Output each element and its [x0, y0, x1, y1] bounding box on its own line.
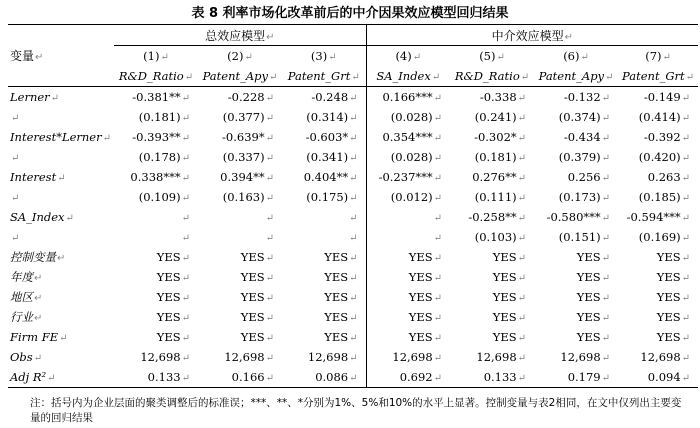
- paragraph-mark: ↵: [601, 353, 611, 364]
- group-total-effect: 总效应模型↵: [114, 25, 366, 46]
- table-cell: YES↵: [366, 287, 450, 307]
- paragraph-mark: ↵: [328, 52, 337, 63]
- paragraph-mark: ↵: [265, 253, 274, 264]
- paragraph-mark: ↵: [265, 353, 274, 364]
- table-cell: 0.166↵: [198, 367, 282, 388]
- row-label: 地区↵: [10, 290, 43, 304]
- table-cell: 0.354***↵: [366, 127, 450, 147]
- paragraph-mark: ↵: [349, 313, 358, 324]
- paragraph-mark: ↵: [681, 193, 691, 204]
- col-name: SA_Index↵: [366, 66, 450, 87]
- paragraph-mark: ↵: [517, 253, 527, 264]
- paragraph-mark: ↵: [433, 213, 443, 224]
- paragraph-mark: ↵: [349, 373, 358, 384]
- table-cell: YES↵: [366, 327, 450, 347]
- paragraph-mark: ↵: [181, 173, 190, 184]
- table-cell: 0.086↵: [282, 367, 366, 388]
- paragraph-mark: ↵: [349, 233, 358, 244]
- table-cell: YES↵: [656, 330, 691, 344]
- paragraph-mark: ↵: [517, 93, 527, 104]
- paragraph-mark: ↵: [517, 313, 527, 324]
- paragraph-mark: ↵: [431, 72, 441, 83]
- table-cell: 0.404**↵: [303, 170, 358, 184]
- paragraph-mark: ↵: [681, 353, 691, 364]
- paragraph-mark: ↵: [349, 113, 358, 124]
- table-cell: (0.028)↵: [366, 147, 450, 167]
- paragraph-mark: ↵: [681, 293, 691, 304]
- table-cell: (0.414)↵: [638, 110, 691, 124]
- table-cell: -0.392↵: [643, 130, 691, 144]
- table-cell: 0.256↵: [567, 170, 611, 184]
- paragraph-mark: ↵: [349, 213, 358, 224]
- row-label: Obs↵: [10, 350, 43, 364]
- paragraph-mark: ↵: [433, 173, 443, 184]
- paragraph-mark: ↵: [601, 173, 611, 184]
- paragraph-mark: ↵: [517, 233, 527, 244]
- paragraph-mark: ↵: [681, 313, 691, 324]
- paragraph-mark: ↵: [681, 233, 691, 244]
- table-cell: 0.094↵: [618, 367, 698, 388]
- row-label: [8, 227, 114, 247]
- paragraph-mark: ↵: [433, 113, 443, 124]
- table-cell: 12,698↵: [140, 350, 190, 364]
- paragraph-mark: ↵: [349, 253, 358, 264]
- table-cell: -0.228↵: [227, 90, 274, 104]
- paragraph-mark: ↵: [265, 273, 274, 284]
- table-cell: YES↵: [576, 330, 611, 344]
- group-mediation-effect: 中介效应模型↵: [366, 25, 698, 46]
- table-cell: -0.393**↵: [132, 130, 190, 144]
- table-cell: -0.237***↵: [366, 167, 450, 187]
- paragraph-mark: ↵: [181, 93, 190, 104]
- paragraph-mark: ↵: [181, 293, 190, 304]
- row-label: [8, 107, 114, 127]
- paragraph-mark: ↵: [433, 333, 443, 344]
- table-row: [8, 227, 698, 247]
- table-cell: YES↵: [156, 310, 190, 324]
- paragraph-mark: ↵: [181, 113, 190, 124]
- table-cell: (0.012)↵: [366, 187, 450, 207]
- paragraph-mark: ↵: [181, 233, 190, 244]
- table-cell: [114, 227, 198, 247]
- col-name: Patent_Grt↵: [282, 66, 366, 87]
- paragraph-mark: ↵: [681, 333, 691, 344]
- table-note: 注：括号内为企业层面的聚类调整后的标准误；***、**、*分别为1%、5%和10%的水平上显著。控制变量与表2相同，在文中仅列出主要变量的回归结果: [30, 397, 682, 424]
- col-name: Patent_Apy↵: [534, 66, 618, 87]
- table-cell: YES↵: [656, 270, 691, 284]
- paragraph-mark: ↵: [685, 72, 695, 83]
- table-row: [8, 267, 698, 287]
- var-header: 变量↵: [8, 25, 114, 87]
- table-cell: (0.175)↵: [306, 190, 358, 204]
- paragraph-mark: ↵: [517, 153, 527, 164]
- table-cell: YES↵: [576, 270, 611, 284]
- paragraph-mark: ↵: [517, 373, 527, 384]
- paragraph-mark: ↵: [662, 52, 671, 63]
- table-row: [8, 127, 698, 147]
- paragraph-mark: ↵: [681, 373, 691, 384]
- table-cell: [366, 207, 450, 227]
- paragraph-mark: ↵: [433, 153, 443, 164]
- paragraph-mark: ↵: [681, 113, 691, 124]
- table-cell: (0.314)↵: [306, 110, 358, 124]
- table-cell: -0.603*↵: [305, 130, 358, 144]
- paragraph-mark: ↵: [433, 253, 443, 264]
- paragraph-mark: ↵: [433, 313, 443, 324]
- table-row: [8, 347, 698, 367]
- paragraph-mark: ↵: [351, 72, 360, 83]
- table-cell: 0.276**↵: [472, 170, 527, 184]
- row-label: 行业↵: [10, 310, 43, 324]
- paragraph-mark: ↵: [681, 153, 691, 164]
- paragraph-mark: ↵: [681, 213, 691, 224]
- paragraph-mark: ↵: [265, 213, 274, 224]
- table-cell: YES↵: [324, 330, 358, 344]
- paragraph-mark: ↵: [517, 333, 527, 344]
- table-cell: (0.185)↵: [638, 190, 691, 204]
- table-cell: 12,698↵: [307, 350, 358, 364]
- paragraph-mark: ↵: [265, 173, 274, 184]
- table-row: [8, 207, 698, 227]
- table-cell: 12,698↵: [224, 350, 274, 364]
- paragraph-mark: ↵: [349, 353, 358, 364]
- table-cell: YES↵: [492, 290, 527, 304]
- regression-table: [8, 24, 698, 388]
- table-cell: YES↵: [576, 290, 611, 304]
- col-number: (4)↵: [366, 46, 450, 67]
- paragraph-mark: ↵: [349, 193, 358, 204]
- table-cell: 0.338***↵: [130, 170, 190, 184]
- row-label: 年度↵: [10, 270, 43, 284]
- paragraph-mark: ↵: [517, 353, 527, 364]
- paragraph-mark: ↵: [601, 193, 611, 204]
- table-row: [8, 147, 698, 167]
- paragraph-mark: ↵: [11, 113, 20, 124]
- paragraph-mark: ↵: [517, 193, 527, 204]
- table-cell: YES↵: [492, 310, 527, 324]
- paragraph-mark: ↵: [265, 333, 274, 344]
- paragraph-mark: ↵: [244, 52, 253, 63]
- table-cell: YES↵: [156, 270, 190, 284]
- row-label: [8, 147, 114, 167]
- table-row: [8, 367, 698, 388]
- table-cell: YES↵: [366, 247, 450, 267]
- paragraph-mark: ↵: [50, 93, 60, 104]
- table-cell: YES↵: [492, 270, 527, 284]
- table-cell: (0.181)↵: [474, 150, 527, 164]
- table-cell: YES↵: [492, 330, 527, 344]
- paragraph-mark: ↵: [433, 353, 443, 364]
- col-name: R&D_Ratio↵: [450, 66, 534, 87]
- table-cell: YES↵: [156, 250, 190, 264]
- paragraph-mark: ↵: [580, 52, 589, 63]
- table-cell: 0.133↵: [450, 367, 534, 388]
- paragraph-mark: ↵: [265, 193, 274, 204]
- table-cell: YES↵: [324, 310, 358, 324]
- paragraph-mark: ↵: [433, 93, 443, 104]
- paragraph-mark: ↵: [681, 133, 691, 144]
- paragraph-mark: ↵: [11, 153, 20, 164]
- table-cell: 12,698↵: [366, 347, 450, 367]
- paragraph-mark: ↵: [517, 293, 527, 304]
- table-cell: YES↵: [324, 290, 358, 304]
- paragraph-mark: ↵: [47, 373, 56, 384]
- table-cell: [198, 227, 282, 247]
- paragraph-mark: ↵: [601, 373, 611, 384]
- row-label: Firm FE↵: [10, 330, 68, 344]
- col-name: Patent_Grt↵: [618, 66, 698, 87]
- table-cell: YES↵: [156, 290, 190, 304]
- table-cell: -0.258**↵: [468, 210, 527, 224]
- table-cell: -0.149↵: [643, 90, 691, 104]
- paragraph-mark: ↵: [601, 273, 611, 284]
- table-cell: (0.111)↵: [474, 190, 527, 204]
- paragraph-mark: ↵: [681, 253, 691, 264]
- col-number: (2)↵: [227, 49, 253, 63]
- table-cell: -0.132↵: [563, 90, 611, 104]
- paragraph-mark: ↵: [181, 353, 190, 364]
- table-cell: -0.338↵: [479, 90, 527, 104]
- table-title: 表 8 利率市场化改革前后的中介因果效应模型回归结果: [191, 6, 509, 21]
- table-cell: -0.639*↵: [222, 130, 274, 144]
- table-cell: (0.374)↵: [558, 110, 611, 124]
- table-cell: (0.379)↵: [558, 150, 611, 164]
- table-cell: 0.166***↵: [366, 87, 450, 108]
- paragraph-mark: ↵: [433, 133, 443, 144]
- paragraph-mark: ↵: [181, 193, 190, 204]
- col-number: (3)↵: [310, 49, 337, 63]
- table-row: [8, 287, 698, 307]
- table-cell: (0.163)↵: [222, 190, 274, 204]
- paragraph-mark: ↵: [34, 273, 43, 284]
- table-cell: YES↵: [656, 310, 691, 324]
- table-cell: 0.394**↵: [220, 170, 274, 184]
- table-cell: YES↵: [492, 250, 527, 264]
- table-row: [8, 87, 698, 108]
- paragraph-mark: ↵: [601, 213, 611, 224]
- paragraph-mark: ↵: [601, 153, 611, 164]
- table-cell: YES↵: [576, 250, 611, 264]
- paragraph-mark: ↵: [57, 173, 66, 184]
- col-number: (5)↵: [479, 49, 505, 63]
- table-cell: (0.151)↵: [558, 230, 611, 244]
- table-cell: YES↵: [240, 330, 274, 344]
- table-row: [8, 247, 698, 267]
- paragraph-mark: ↵: [520, 72, 530, 83]
- table-cell: 12,698↵: [560, 350, 611, 364]
- table-cell: [114, 207, 198, 227]
- paragraph-mark: ↵: [57, 253, 66, 264]
- table-cell: 12,698↵: [476, 350, 527, 364]
- paragraph-mark: ↵: [269, 72, 278, 83]
- row-label: Adj R²↵: [8, 367, 114, 388]
- table-cell: (0.109)↵: [138, 190, 190, 204]
- paragraph-mark: ↵: [601, 313, 611, 324]
- paragraph-mark: ↵: [433, 373, 443, 384]
- paragraph-mark: ↵: [265, 153, 274, 164]
- paragraph-mark: ↵: [349, 293, 358, 304]
- table-cell: (0.103)↵: [474, 230, 527, 244]
- paragraph-mark: ↵: [34, 313, 43, 324]
- paragraph-mark: ↵: [349, 273, 358, 284]
- table-cell: -0.594***↵: [626, 210, 691, 224]
- paragraph-mark: ↵: [349, 173, 358, 184]
- table-cell: 0.692↵: [366, 367, 450, 388]
- paragraph-mark: ↵: [601, 93, 611, 104]
- paragraph-mark: ↵: [433, 193, 443, 204]
- paragraph-mark: ↵: [181, 313, 190, 324]
- table-cell: YES↵: [366, 307, 450, 327]
- paragraph-mark: ↵: [181, 153, 190, 164]
- table-cell: YES↵: [656, 290, 691, 304]
- paragraph-mark: ↵: [59, 333, 68, 344]
- paragraph-mark: ↵: [601, 233, 611, 244]
- paragraph-mark: ↵: [265, 313, 274, 324]
- paragraph-mark: ↵: [265, 113, 274, 124]
- paragraph-mark: ↵: [517, 173, 527, 184]
- paragraph-mark: ↵: [349, 93, 358, 104]
- paragraph-mark: ↵: [181, 333, 190, 344]
- table-row: [8, 187, 698, 207]
- table-cell: -0.381**↵: [132, 90, 190, 104]
- paragraph-mark: ↵: [160, 52, 169, 63]
- table-cell: (0.420)↵: [638, 150, 691, 164]
- col-number: (1)↵: [143, 49, 169, 63]
- paragraph-mark: ↵: [433, 293, 443, 304]
- table-cell: YES↵: [656, 250, 691, 264]
- table-cell: (0.241)↵: [474, 110, 527, 124]
- table-row: [8, 307, 698, 327]
- table-cell: [198, 207, 282, 227]
- paragraph-mark: ↵: [601, 133, 611, 144]
- row-label: Lerner↵: [10, 90, 60, 104]
- table-cell: YES↵: [240, 310, 274, 324]
- table-cell: YES↵: [240, 250, 274, 264]
- paragraph-mark: ↵: [412, 52, 422, 63]
- paragraph-mark: ↵: [181, 133, 190, 144]
- paragraph-mark: ↵: [33, 353, 43, 364]
- paragraph-mark: ↵: [601, 253, 611, 264]
- table-cell: (0.341)↵: [306, 150, 358, 164]
- table-cell: (0.377)↵: [222, 110, 274, 124]
- paragraph-mark: ↵: [349, 333, 358, 344]
- row-label: [8, 187, 114, 207]
- row-label: SA_Index↵: [10, 210, 74, 224]
- row-label: Interest*Lerner↵: [10, 130, 111, 144]
- table-cell: [282, 227, 366, 247]
- table-cell: YES↵: [156, 330, 190, 344]
- paragraph-mark: ↵: [496, 52, 505, 63]
- table-cell: YES↵: [576, 310, 611, 324]
- paragraph-mark: ↵: [265, 233, 274, 244]
- paragraph-mark: ↵: [601, 113, 611, 124]
- col-name: Patent_Apy↵: [198, 66, 282, 87]
- table-cell: (0.337)↵: [222, 150, 274, 164]
- table-cell: YES↵: [324, 250, 358, 264]
- col-number: (6)↵: [563, 49, 589, 63]
- table-cell: [366, 227, 450, 247]
- paragraph-mark: ↵: [265, 133, 274, 144]
- table-cell: YES↵: [324, 270, 358, 284]
- paragraph-mark: ↵: [601, 333, 611, 344]
- paragraph-mark: ↵: [181, 373, 190, 384]
- paragraph-mark: ↵: [349, 153, 358, 164]
- paragraph-mark: ↵: [102, 133, 111, 144]
- row-label: Interest↵: [10, 170, 66, 184]
- table-cell: (0.178)↵: [138, 150, 190, 164]
- table-cell: (0.169)↵: [638, 230, 691, 244]
- table-cell: [282, 207, 366, 227]
- table-row: [8, 167, 698, 187]
- paragraph-mark: ↵: [681, 173, 691, 184]
- table-cell: YES↵: [366, 267, 450, 287]
- table-cell: 0.179↵: [534, 367, 618, 388]
- table-cell: (0.028)↵: [366, 107, 450, 127]
- paragraph-mark: ↵: [605, 72, 614, 83]
- paragraph-mark: ↵: [517, 213, 527, 224]
- table-row: [8, 327, 698, 347]
- paragraph-mark: ↵: [517, 133, 527, 144]
- table-cell: 0.263↵: [647, 170, 691, 184]
- paragraph-mark: ↵: [517, 273, 527, 284]
- paragraph-mark: ↵: [181, 253, 190, 264]
- paragraph-mark: ↵: [601, 293, 611, 304]
- table-cell: (0.173)↵: [558, 190, 611, 204]
- paragraph-mark: ↵: [349, 133, 358, 144]
- paragraph-mark: ↵: [517, 113, 527, 124]
- paragraph-mark: ↵: [65, 213, 74, 224]
- paragraph-mark: ↵: [265, 93, 274, 104]
- paragraph-mark: ↵: [181, 273, 190, 284]
- paragraph-mark: ↵: [265, 373, 274, 384]
- col-number: (7)↵: [645, 49, 671, 63]
- table-cell: YES↵: [240, 270, 274, 284]
- paragraph-mark: ↵: [433, 233, 443, 244]
- row-label: 控制变量↵: [10, 250, 66, 264]
- table-cell: 0.133↵: [114, 367, 198, 388]
- paragraph-mark: ↵: [11, 233, 20, 244]
- paragraph-mark: ↵: [265, 293, 274, 304]
- paragraph-mark: ↵: [181, 213, 190, 224]
- paragraph-mark: ↵: [433, 273, 443, 284]
- table-cell: -0.434↵: [563, 130, 611, 144]
- col-name: R&D_Ratio↵: [114, 66, 198, 87]
- paragraph-mark: ↵: [34, 293, 43, 304]
- table-row: [8, 107, 698, 127]
- table-cell: YES↵: [240, 290, 274, 304]
- table-cell: -0.248↵: [311, 90, 358, 104]
- paragraph-mark: ↵: [184, 72, 194, 83]
- paragraph-mark: ↵: [11, 193, 20, 204]
- table-cell: 12,698↵: [640, 350, 691, 364]
- paragraph-mark: ↵: [681, 93, 691, 104]
- table-cell: -0.302*↵: [474, 130, 527, 144]
- paragraph-mark: ↵: [681, 273, 691, 284]
- table-cell: -0.580***↵: [546, 210, 611, 224]
- table-cell: (0.181)↵: [138, 110, 190, 124]
